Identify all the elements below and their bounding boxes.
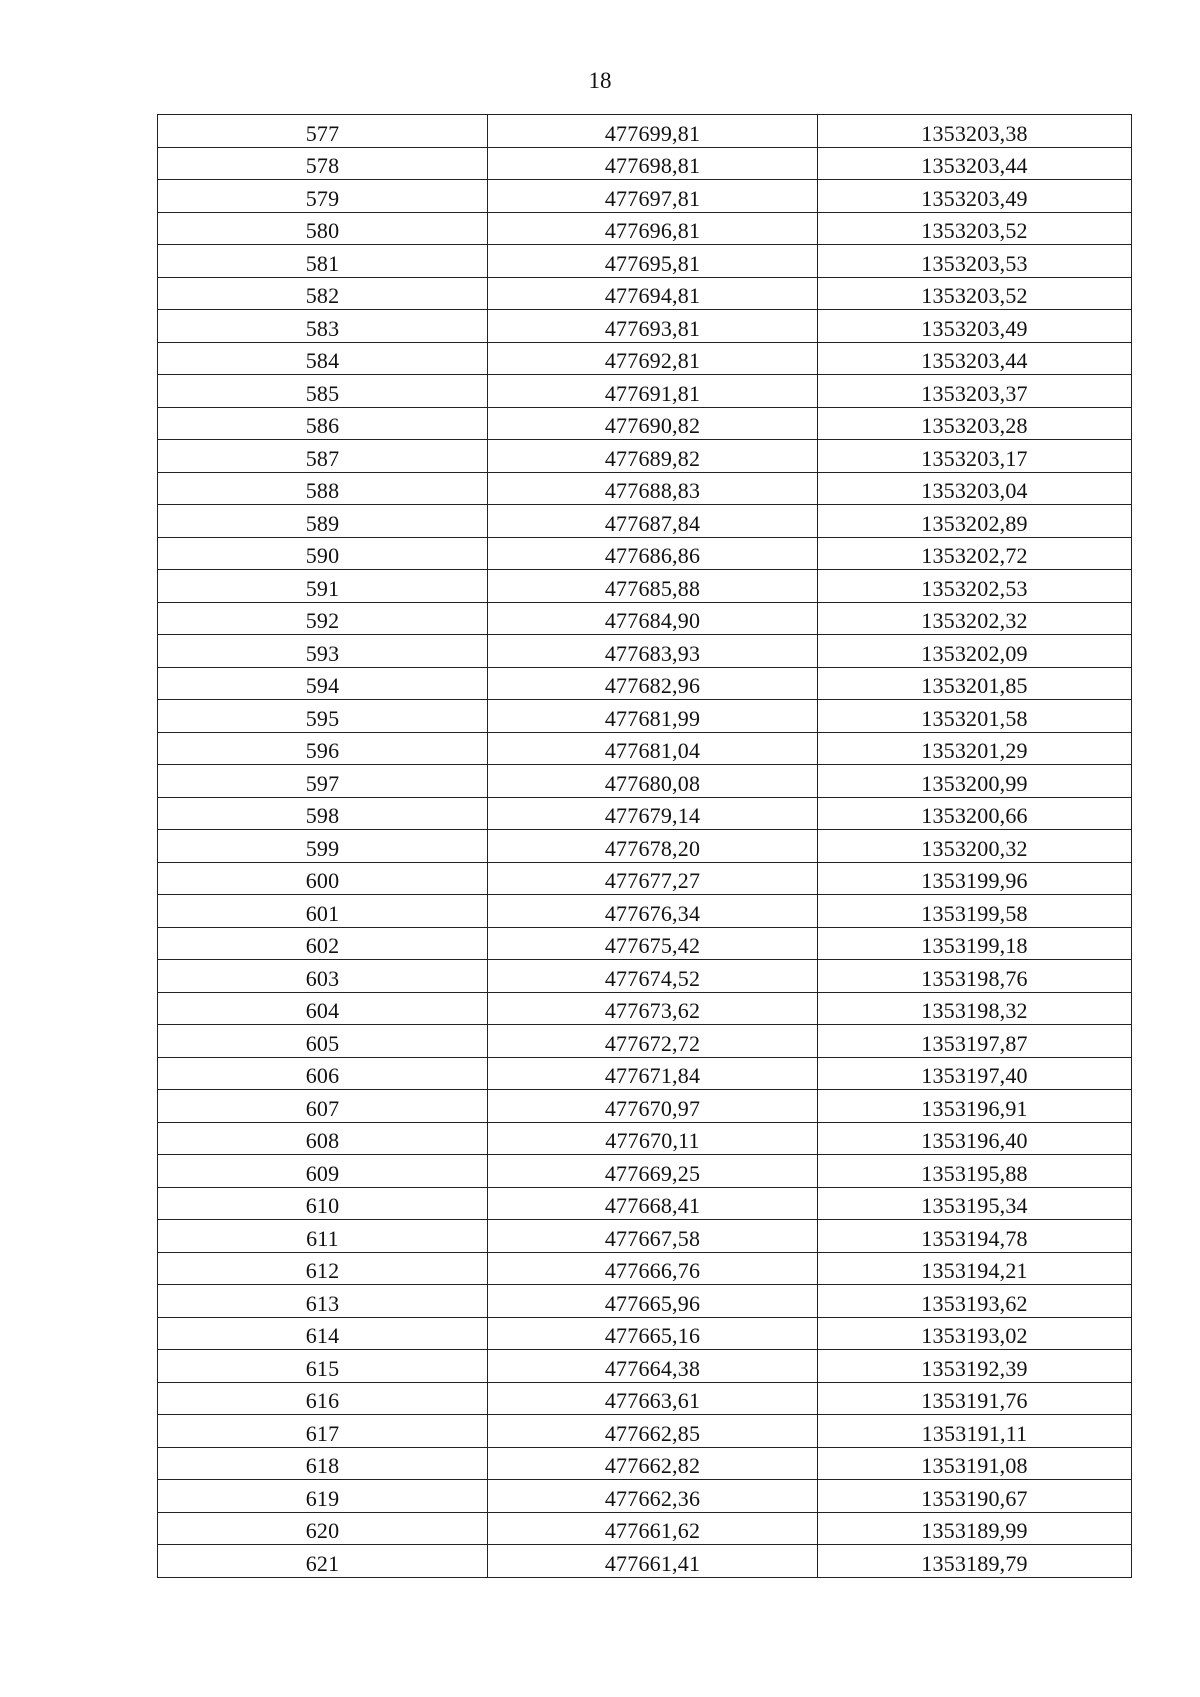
y-coordinate-cell: 1353196,40 [818,1122,1132,1155]
point-number-cell: 603 [158,960,488,993]
point-number-cell: 591 [158,570,488,603]
y-coordinate-cell: 1353200,32 [818,830,1132,863]
y-coordinate-cell: 1353193,62 [818,1285,1132,1318]
x-coordinate-cell: 477662,36 [488,1480,818,1513]
point-number-cell: 615 [158,1350,488,1383]
table-row [158,732,1132,765]
y-coordinate-cell: 1353201,29 [818,732,1132,765]
y-coordinate-cell: 1353202,09 [818,635,1132,668]
y-coordinate-cell: 1353203,52 [818,277,1132,310]
x-coordinate-cell: 477680,08 [488,765,818,798]
point-number-cell: 581 [158,245,488,278]
table-row [158,992,1132,1025]
y-coordinate-cell: 1353192,39 [818,1350,1132,1383]
table-row [158,570,1132,603]
y-coordinate-cell: 1353202,72 [818,537,1132,570]
point-number-cell: 618 [158,1447,488,1480]
y-coordinate-cell: 1353199,96 [818,862,1132,895]
x-coordinate-cell: 477672,72 [488,1025,818,1058]
point-number-cell: 580 [158,212,488,245]
table-row [158,1512,1132,1545]
point-number-cell: 590 [158,537,488,570]
table-row [158,1382,1132,1415]
x-coordinate-cell: 477670,11 [488,1122,818,1155]
x-coordinate-cell: 477681,04 [488,732,818,765]
table-row [158,1415,1132,1448]
coordinates-table [157,114,1132,1578]
table-row [158,277,1132,310]
table-row [158,1317,1132,1350]
point-number-cell: 620 [158,1512,488,1545]
x-coordinate-cell: 477691,81 [488,375,818,408]
y-coordinate-cell: 1353190,67 [818,1480,1132,1513]
table-row [158,1252,1132,1285]
point-number-cell: 598 [158,797,488,830]
x-coordinate-cell: 477673,62 [488,992,818,1025]
point-number-cell: 599 [158,830,488,863]
x-coordinate-cell: 477663,61 [488,1382,818,1415]
table-row [158,927,1132,960]
point-number-cell: 611 [158,1220,488,1253]
point-number-cell: 583 [158,310,488,343]
table-row [158,407,1132,440]
point-number-cell: 587 [158,440,488,473]
y-coordinate-cell: 1353202,89 [818,505,1132,538]
y-coordinate-cell: 1353201,58 [818,700,1132,733]
x-coordinate-cell: 477669,25 [488,1155,818,1188]
table-row [158,245,1132,278]
y-coordinate-cell: 1353199,58 [818,895,1132,928]
point-number-cell: 617 [158,1415,488,1448]
x-coordinate-cell: 477671,84 [488,1057,818,1090]
y-coordinate-cell: 1353198,76 [818,960,1132,993]
point-number-cell: 616 [158,1382,488,1415]
y-coordinate-cell: 1353191,08 [818,1447,1132,1480]
x-coordinate-cell: 477676,34 [488,895,818,928]
x-coordinate-cell: 477681,99 [488,700,818,733]
x-coordinate-cell: 477675,42 [488,927,818,960]
x-coordinate-cell: 477668,41 [488,1187,818,1220]
y-coordinate-cell: 1353198,32 [818,992,1132,1025]
point-number-cell: 621 [158,1545,488,1578]
y-coordinate-cell: 1353203,38 [818,115,1132,148]
y-coordinate-cell: 1353203,44 [818,342,1132,375]
table-row [158,797,1132,830]
y-coordinate-cell: 1353203,37 [818,375,1132,408]
table-row [158,1350,1132,1383]
point-number-cell: 582 [158,277,488,310]
x-coordinate-cell: 477689,82 [488,440,818,473]
table-row [158,1025,1132,1058]
x-coordinate-cell: 477677,27 [488,862,818,895]
point-number-cell: 601 [158,895,488,928]
x-coordinate-cell: 477694,81 [488,277,818,310]
table-row [158,1155,1132,1188]
x-coordinate-cell: 477698,81 [488,147,818,180]
point-number-cell: 593 [158,635,488,668]
table-row [158,635,1132,668]
point-number-cell: 604 [158,992,488,1025]
y-coordinate-cell: 1353202,53 [818,570,1132,603]
table-row [158,472,1132,505]
table-row [158,765,1132,798]
y-coordinate-cell: 1353191,11 [818,1415,1132,1448]
point-number-cell: 578 [158,147,488,180]
y-coordinate-cell: 1353200,99 [818,765,1132,798]
x-coordinate-cell: 477690,82 [488,407,818,440]
x-coordinate-cell: 477665,16 [488,1317,818,1350]
table-row [158,537,1132,570]
y-coordinate-cell: 1353203,49 [818,310,1132,343]
table-row [158,180,1132,213]
table-row [158,375,1132,408]
x-coordinate-cell: 477667,58 [488,1220,818,1253]
point-number-cell: 613 [158,1285,488,1318]
x-coordinate-cell: 477664,38 [488,1350,818,1383]
point-number-cell: 619 [158,1480,488,1513]
point-number-cell: 589 [158,505,488,538]
table-row [158,1447,1132,1480]
y-coordinate-cell: 1353200,66 [818,797,1132,830]
point-number-cell: 614 [158,1317,488,1350]
x-coordinate-cell: 477679,14 [488,797,818,830]
table-row [158,960,1132,993]
y-coordinate-cell: 1353203,52 [818,212,1132,245]
x-coordinate-cell: 477686,86 [488,537,818,570]
point-number-cell: 609 [158,1155,488,1188]
y-coordinate-cell: 1353195,88 [818,1155,1132,1188]
point-number-cell: 607 [158,1090,488,1123]
point-number-cell: 594 [158,667,488,700]
point-number-cell: 592 [158,602,488,635]
y-coordinate-cell: 1353196,91 [818,1090,1132,1123]
table-row [158,1057,1132,1090]
point-number-cell: 588 [158,472,488,505]
y-coordinate-cell: 1353191,76 [818,1382,1132,1415]
x-coordinate-cell: 477670,97 [488,1090,818,1123]
y-coordinate-cell: 1353203,28 [818,407,1132,440]
y-coordinate-cell: 1353197,40 [818,1057,1132,1090]
table-row [158,602,1132,635]
point-number-cell: 579 [158,180,488,213]
point-number-cell: 585 [158,375,488,408]
x-coordinate-cell: 477661,41 [488,1545,818,1578]
x-coordinate-cell: 477684,90 [488,602,818,635]
x-coordinate-cell: 477662,85 [488,1415,818,1448]
table-row [158,440,1132,473]
table-row [158,342,1132,375]
table-row [158,862,1132,895]
point-number-cell: 608 [158,1122,488,1155]
y-coordinate-cell: 1353202,32 [818,602,1132,635]
point-number-cell: 586 [158,407,488,440]
x-coordinate-cell: 477699,81 [488,115,818,148]
point-number-cell: 596 [158,732,488,765]
y-coordinate-cell: 1353189,79 [818,1545,1132,1578]
x-coordinate-cell: 477688,83 [488,472,818,505]
table-row [158,505,1132,538]
y-coordinate-cell: 1353194,21 [818,1252,1132,1285]
y-coordinate-cell: 1353203,17 [818,440,1132,473]
x-coordinate-cell: 477665,96 [488,1285,818,1318]
point-number-cell: 577 [158,115,488,148]
y-coordinate-cell: 1353199,18 [818,927,1132,960]
x-coordinate-cell: 477685,88 [488,570,818,603]
table-row [158,310,1132,343]
point-number-cell: 602 [158,927,488,960]
table-row [158,1090,1132,1123]
point-number-cell: 600 [158,862,488,895]
table-row [158,1545,1132,1578]
point-number-cell: 605 [158,1025,488,1058]
x-coordinate-cell: 477683,93 [488,635,818,668]
coordinates-table-body [158,115,1132,1578]
y-coordinate-cell: 1353197,87 [818,1025,1132,1058]
y-coordinate-cell: 1353203,44 [818,147,1132,180]
y-coordinate-cell: 1353195,34 [818,1187,1132,1220]
table-row [158,1285,1132,1318]
y-coordinate-cell: 1353189,99 [818,1512,1132,1545]
table-row [158,1220,1132,1253]
point-number-cell: 610 [158,1187,488,1220]
y-coordinate-cell: 1353203,53 [818,245,1132,278]
table-row [158,667,1132,700]
table-row [158,1187,1132,1220]
point-number-cell: 584 [158,342,488,375]
x-coordinate-cell: 477693,81 [488,310,818,343]
x-coordinate-cell: 477695,81 [488,245,818,278]
x-coordinate-cell: 477687,84 [488,505,818,538]
x-coordinate-cell: 477666,76 [488,1252,818,1285]
x-coordinate-cell: 477697,81 [488,180,818,213]
y-coordinate-cell: 1353194,78 [818,1220,1132,1253]
point-number-cell: 612 [158,1252,488,1285]
table-row [158,115,1132,148]
point-number-cell: 606 [158,1057,488,1090]
point-number-cell: 597 [158,765,488,798]
table-row [158,895,1132,928]
table-row [158,1122,1132,1155]
table-row [158,147,1132,180]
x-coordinate-cell: 477678,20 [488,830,818,863]
table-row [158,212,1132,245]
x-coordinate-cell: 477661,62 [488,1512,818,1545]
y-coordinate-cell: 1353201,85 [818,667,1132,700]
table-row [158,1480,1132,1513]
table-row [158,700,1132,733]
x-coordinate-cell: 477692,81 [488,342,818,375]
point-number-cell: 595 [158,700,488,733]
x-coordinate-cell: 477662,82 [488,1447,818,1480]
y-coordinate-cell: 1353203,04 [818,472,1132,505]
x-coordinate-cell: 477696,81 [488,212,818,245]
y-coordinate-cell: 1353203,49 [818,180,1132,213]
x-coordinate-cell: 477674,52 [488,960,818,993]
page-number: 18 [588,68,612,93]
table-row [158,830,1132,863]
y-coordinate-cell: 1353193,02 [818,1317,1132,1350]
x-coordinate-cell: 477682,96 [488,667,818,700]
